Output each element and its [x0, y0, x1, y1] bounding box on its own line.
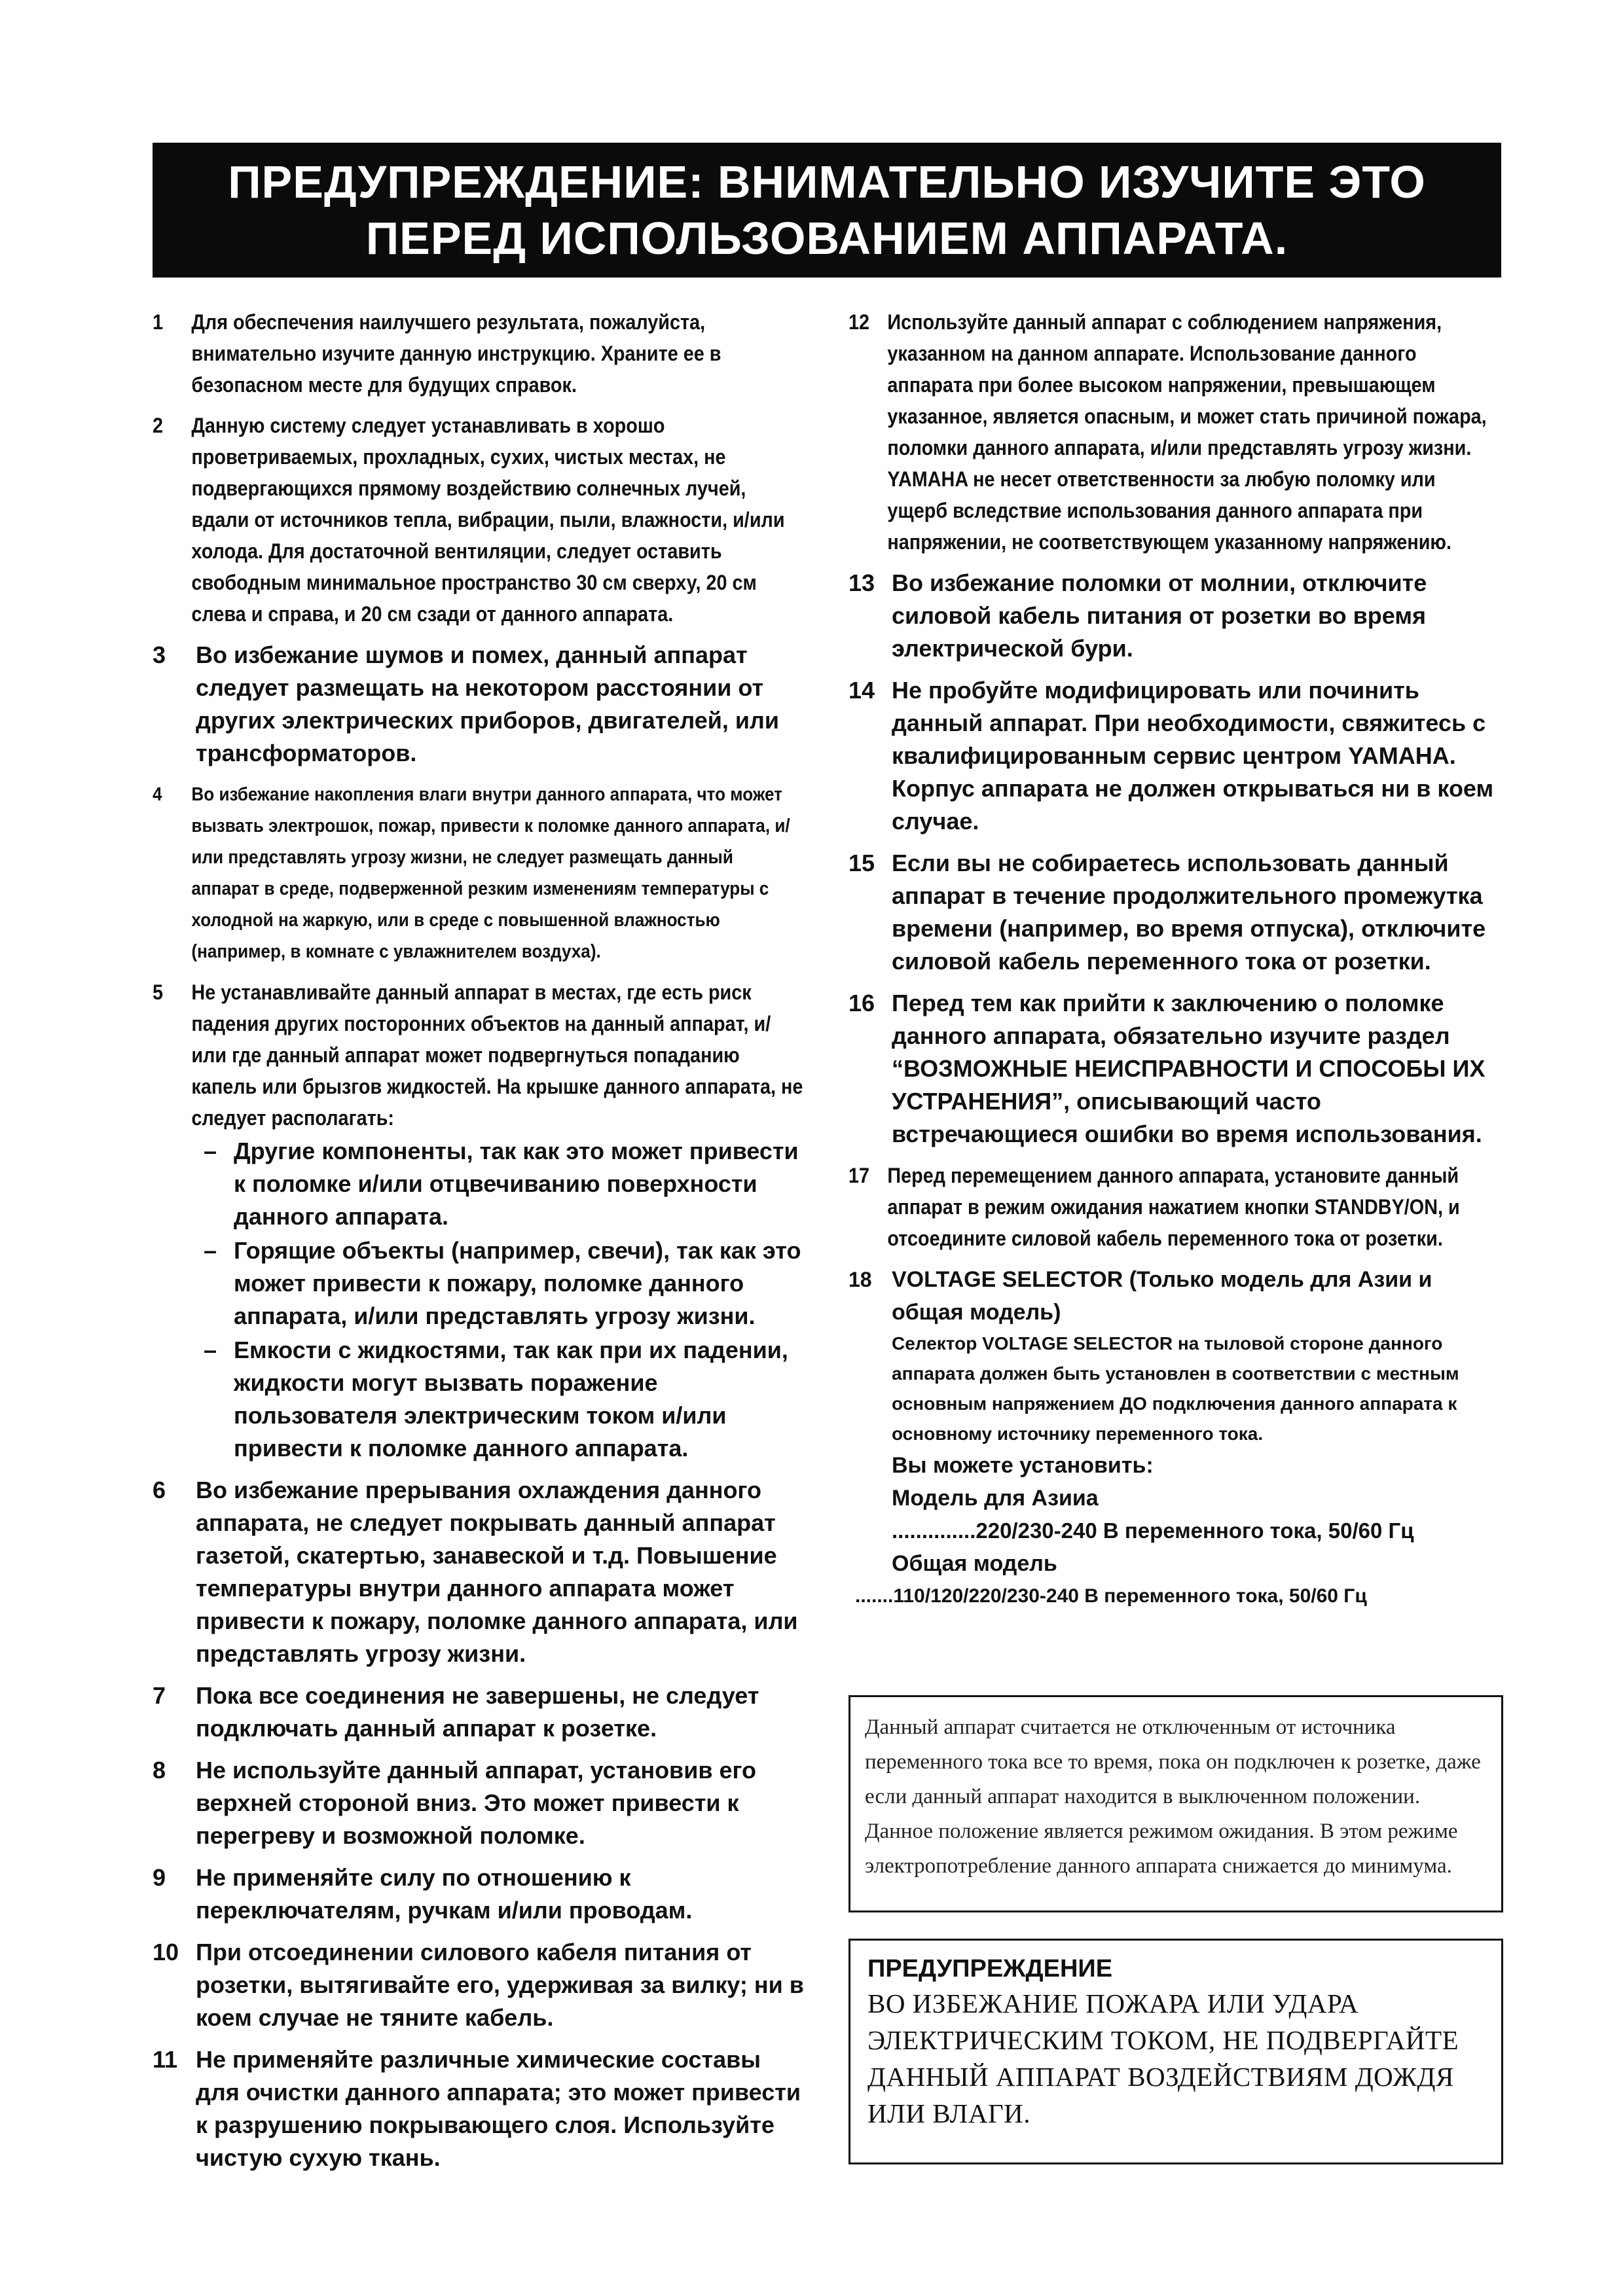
item-text: Пока все соединения не завершены, не следует подключать данный аппарат к розетке.: [196, 1682, 759, 1742]
item-number: 8: [153, 1757, 166, 1784]
list-item-16: [848, 987, 1503, 1151]
item-number: 12: [848, 310, 870, 334]
list-item-10: [153, 1936, 807, 2034]
standby-notice-box: [848, 1695, 1503, 1912]
list-item-15: [848, 847, 1503, 978]
item-number: 9: [153, 1864, 166, 1891]
item-number: 16: [848, 990, 875, 1016]
standby-notice-text: Данный аппарат считается не отключенным от источника переменного тока все то время, пока он подключен к розетке, даже если данный аппарат находится в выключенном положении. Данное положение является режимом ожидания. В этом режиме электропотребление данного аппарата снижается до минимума.: [865, 1715, 1481, 1878]
item-number: 11: [153, 2046, 178, 2073]
bullet-item: – Емкости с жидкостями, так как при их падении, жидкости могут вызвать поражение пользователя электрическим током и/или привести к поломке данного аппарата.: [204, 1336, 788, 1462]
item-text: Не устанавливайте данный аппарат в местах, где есть риск падения других посторонних объектов на данный аппарат, и/или где данный аппарат может подвергнуться попаданию капель или брызгов жидкостей. На крышке данного аппарата, не следует располагать:: [191, 980, 803, 1130]
warning-title: ПРЕДУПРЕЖДЕНИЕ: [867, 1955, 1113, 1982]
item-text: Не пробуйте модифицировать или починить данный аппарат. При необходимости, свяжитесь с квалифицированным сервис центром YAMAHA. Корпус аппарата не должен открываться ни в коем случае.: [892, 677, 1494, 834]
warning-banner: [153, 143, 1501, 278]
left-column: [153, 306, 807, 2183]
item-text: Не применяйте силу по отношению к переключателям, ручкам и/или проводам.: [196, 1864, 693, 1924]
item-number: 13: [848, 569, 875, 596]
list-item-7: [153, 1679, 807, 1745]
bullet-text: Другие компоненты, так как это может привести к поломке и/или отцвечиванию поверхности данного аппарата.: [234, 1138, 799, 1230]
list-item-4: [153, 779, 804, 967]
item-text: Во избежание прерывания охлаждения данного аппарата, не следует покрывать данный аппарат газетой, скатертью, занавеской и т.д. Повышение температуры внутри данного аппарата может привести к пожару, поломке данного аппарата, или представлять угрозу жизни.: [196, 1477, 798, 1667]
banner-line-1: ПРЕДУПРЕЖДЕНИЕ: ВНИМАТЕЛЬНО ИЗУЧИТЕ ЭТО: [228, 156, 1426, 207]
list-item-2: [153, 410, 804, 630]
general-model-voltage: .......110/120/220/230-240 В переменного тока, 50/60 Гц: [855, 1585, 1367, 1607]
list-item-8: [153, 1754, 807, 1852]
item-text: Если вы не собираетесь использовать данный аппарат в течение продолжительного промежутка времени (например, во время отпуска), отключите силовой кабель переменного тока от розетки.: [892, 850, 1486, 975]
item-number: 6: [153, 1477, 166, 1503]
item-text: При отсоединении силового кабеля питания от розетки, вытягивайте его, удерживая за вилку; ни в коем случае не тяните кабель.: [196, 1939, 804, 2031]
item-number: 14: [848, 677, 875, 704]
list-item-12: [848, 306, 1500, 558]
item-number: 10: [153, 1939, 179, 1965]
list-item-18: [848, 1263, 1503, 1613]
item-text: Используйте данный аппарат с соблюдением напряжения, указанном на данном аппарате. Использование данного аппарата при более высоком напряжении, превышающем указанное, является опасным, и может стать причиной пожара, поломки данного аппарата, и/или представлять угрозу жизни. YAMAHA не несет ответственности за любую поломку или ущерб вследствие использования данного аппарата при напряжении, не соответствующем указанному напряжению.: [887, 310, 1487, 554]
item-text: Во избежание поломки от молнии, отключите силовой кабель питания от розетки во время электрической бури.: [892, 569, 1427, 662]
list-item-9: [153, 1861, 807, 1927]
item-number: 4: [153, 784, 162, 805]
item-number: 5: [153, 980, 164, 1004]
item-number: 3: [153, 641, 166, 668]
list-item-1: [153, 306, 804, 401]
item-text: Селектор VOLTAGE SELECTOR на тыловой стороне данного аппарата должен быть установлен в соответствии с местным основным напряжением ДО подключения данного аппарата к основному источнику переменного тока.: [892, 1333, 1459, 1444]
voltage-intro: Вы можете установить:: [892, 1453, 1154, 1478]
warning-box: [848, 1939, 1503, 2164]
item-text: Перед перемещением данного аппарата, установите данный аппарат в режим ожидания нажатием кнопки STANDBY/ON, и отсоедините силовой кабель переменного тока от розетки.: [887, 1164, 1460, 1250]
item-number: 18: [848, 1268, 872, 1291]
item-text: Во избежание накопления влаги внутри данного аппарата, что может вызвать электрошок, пожар, привести к поломке данного аппарата, и/или представлять угрозу жизни, не следует размещать данный аппарат в среде, подверженной резким изменениям температуры с холодной на жаркую, или в среде с повышенной влажностью (например, в комнате с увлажнителем воздуха).: [191, 784, 790, 962]
item-text: Данную систему следует устанавливать в хорошо проветриваемых, прохладных, сухих, чистых местах, не подвергающихся прямому воздействию солнечных лучей, вдали от источников тепла, вибрации, пыли, влажности, и/или холода. Для достаточной вентиляции, следует оставить свободным минимальное пространство 30 см сверху, 20 см слева и справа, и 20 см сзади от данного аппарата.: [191, 414, 785, 626]
warning-text: ВО ИЗБЕЖАНИЕ ПОЖАРА ИЛИ УДАРА ЭЛЕКТРИЧЕСКИМ ТОКОМ, НЕ ПОДВЕРГАЙТЕ ДАННЫЙ АППАРАТ ВОЗДЕЙСТВИЯМ ДОЖДЯ ИЛИ ВЛАГИ.: [867, 1988, 1459, 2128]
item-number: 17: [848, 1164, 870, 1187]
item-number: 15: [848, 850, 875, 876]
list-item-13: [848, 567, 1503, 665]
bullet-item: – Горящие объекты (например, свечи), так как это может привести к пожару, поломке данного аппарата, и/или представлять угрозу жизни.: [204, 1237, 801, 1329]
right-column: [848, 306, 1503, 1622]
item-text: Перед тем как прийти к заключению о поломке данного аппарата, обязательно изучите раздел “ВОЗМОЖНЫЕ НЕИСПРАВНОСТИ И СПОСОБЫ ИХ УСТРАНЕНИЯ”, описывающий часто встречающиеся ошибки во время использования.: [892, 990, 1486, 1147]
list-item-5: [153, 977, 804, 1134]
asia-model-label: Модель для Азииа: [892, 1486, 1099, 1511]
item-number: 2: [153, 414, 164, 437]
bullet-item: – Другие компоненты, так как это может привести к поломке и/или отцвечиванию поверхности данного аппарата.: [204, 1138, 799, 1230]
item-text: Во избежание шумов и помех, данный аппарат следует размещать на некотором расстоянии от других электрических приборов, двигателей, или трансформаторов.: [196, 641, 780, 766]
list-item-3: [153, 639, 807, 770]
list-item-5-bullets: [153, 1135, 807, 1465]
item-text: Не используйте данный аппарат, установив его верхней стороной вниз. Это может привести к перегреву и возможной поломке.: [196, 1757, 756, 1849]
item-title: VOLTAGE SELECTOR (Только модель для Азии и общая модель): [892, 1267, 1432, 1325]
list-item-17: [848, 1160, 1500, 1254]
item-number: 1: [153, 310, 164, 334]
item-text: Не применяйте различные химические составы для очистки данного аппарата; это может привести к разрушению покрывающего слоя. Используйте чистую сухую ткань.: [196, 2046, 801, 2171]
banner-line-2: ПЕРЕД ИСПОЛЬЗОВАНИЕМ АППАРАТА.: [365, 213, 1288, 264]
list-item-11: [153, 2043, 807, 2174]
item-text: Для обеспечения наилучшего результата, пожалуйста, внимательно изучите данную инструкцию. Храните ее в безопасном месте для будущих справок.: [191, 310, 721, 397]
list-item-6: [153, 1474, 807, 1670]
asia-model-voltage: ..............220/230-240 В переменного тока, 50/60 Гц: [892, 1518, 1414, 1543]
bullet-text: Горящие объекты (например, свечи), так как это может привести к пожару, поломке данного аппарата, и/или представлять угрозу жизни.: [234, 1237, 801, 1329]
item-number: 7: [153, 1682, 166, 1709]
bullet-text: Емкости с жидкостями, так как при их падении, жидкости могут вызвать поражение пользователя электрическим током и/или привести к поломке данного аппарата.: [234, 1336, 788, 1462]
general-model-label: Общая модель: [892, 1551, 1057, 1576]
list-item-14: [848, 674, 1503, 838]
